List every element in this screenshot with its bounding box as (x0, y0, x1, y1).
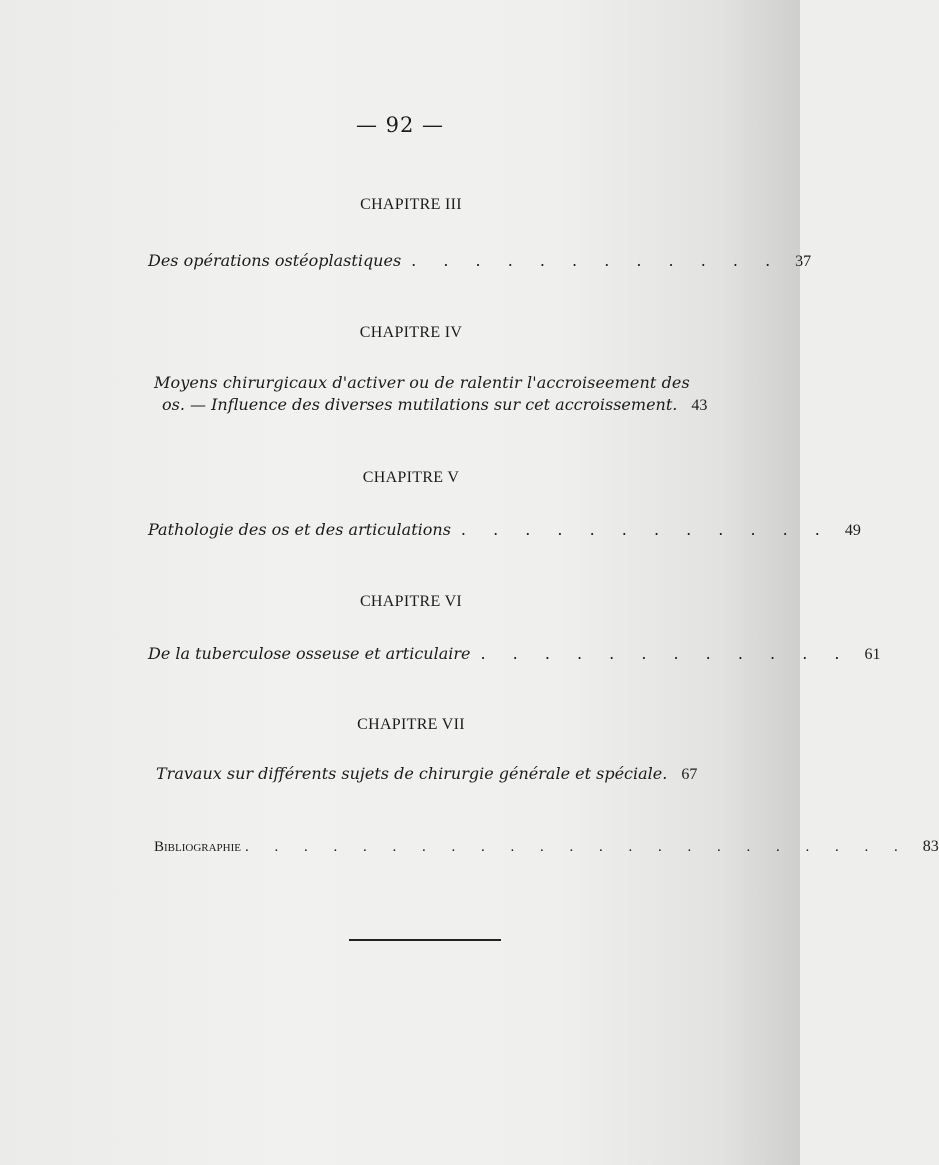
dot-leader: . . . . . . . . . . . . (480, 644, 851, 663)
entry-title-line-2-row (148, 395, 708, 415)
toc-entry-chapter-4 (148, 373, 708, 415)
entry-page-number: 67 (681, 766, 698, 783)
chapter-heading-6: CHAPITRE VI (359, 593, 463, 610)
entry-title-line-1: Moyens chirurgicaux d'activer ou de ralentir l'accroiseement des (154, 373, 690, 392)
dot-leader: . . . . . . . . . . . . (411, 251, 782, 270)
entry-page-number: 61 (864, 646, 881, 663)
entry-page-number: 83 (922, 838, 939, 855)
toc-entry-bibliography (154, 838, 939, 856)
entry-title: Pathologie des os et des articulations (148, 520, 451, 539)
entry-title: De la tuberculose osseuse et articulaire (148, 644, 471, 663)
entry-page-number: 49 (844, 522, 861, 539)
dot-leader: . . . . . . . . . . . . . . . . . . . . . . . (245, 839, 909, 855)
toc-entry-chapter-7 (156, 764, 698, 784)
toc-entry-chapter-5 (148, 520, 861, 540)
dot-leader: . . . . . . . . . . . . (460, 520, 831, 539)
entry-title: Travaux sur différents sujets de chirurgie générale et spéciale. (156, 764, 668, 783)
chapter-heading-4: CHAPITRE IV (359, 324, 463, 341)
chapter-heading-5: CHAPITRE V (362, 469, 460, 486)
entry-title-line-2: os. — Influence des diverses mutilations sur cet accroissement. (162, 395, 678, 414)
page-number: — 92 — (355, 113, 445, 137)
chapter-heading-3: CHAPITRE III (360, 196, 462, 213)
bibliography-title: Bibliographie (154, 839, 241, 855)
toc-entry-chapter-6 (148, 644, 881, 664)
entry-page-number: 37 (795, 253, 812, 270)
chapter-heading-7: CHAPITRE VII (357, 716, 465, 733)
entry-title: Des opérations ostéoplastiques (148, 251, 402, 270)
toc-entry-chapter-3 (148, 251, 812, 271)
entry-page-number: 43 (691, 397, 708, 414)
closing-rule (349, 939, 501, 941)
